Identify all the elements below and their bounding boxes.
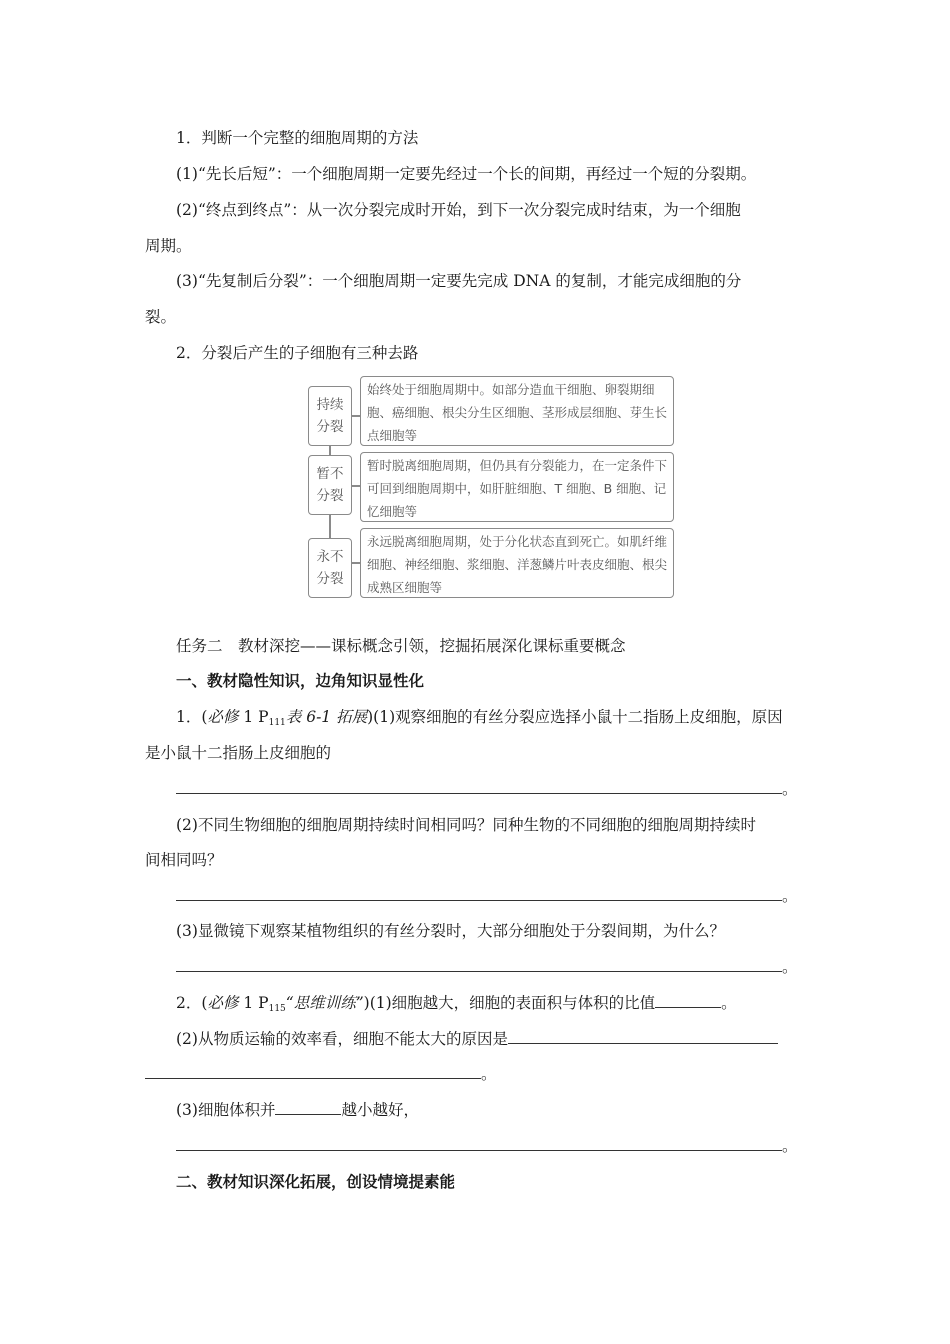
daughter-cell-fate-diagram	[308, 372, 674, 598]
answer-line-q1-3[interactable]: 。	[176, 957, 798, 977]
question-2-3: (3)细胞体积并 越小越好，	[176, 1101, 419, 1119]
answer-line-q1-1[interactable]: 。	[176, 779, 798, 799]
question-1-line: 1．(必修 1 $P_{111}$表 6-1 拓展)(1)观察细胞的有丝分裂应选择小鼠十二指肠上皮细胞，原因	[176, 708, 783, 728]
node-connector	[352, 562, 360, 564]
question-1-3: (3)显微镜下观察某植物组织的有丝分裂时，大部分细胞处于分裂间期，为什么？	[176, 922, 725, 940]
paragraph-long-then-short: (1)“先长后短”：一个细胞周期一定要先经过一个长的间期，再经过一个短的分裂期。	[176, 165, 757, 183]
node-connector	[352, 415, 360, 417]
paragraph-replicate-first-b: 裂。	[145, 308, 177, 326]
paragraph-replicate-first-a: (3)“先复制后分裂”：一个细胞周期一定要先完成 DNA 的复制，才能完成细胞的分	[176, 272, 742, 290]
question-1-continuation: 是小鼠十二指肠上皮细胞的	[145, 744, 332, 762]
heading-knowledge-extension: 二、教材知识深化拓展，创设情境提素能	[176, 1172, 456, 1191]
question-1-2b: 间相同吗？	[145, 851, 223, 869]
desc-temporary-nondivision: 暂时脱离细胞周期，但仍具有分裂能力，在一定条件下可回到细胞周期中，如肝脏细胞、T 细胞、B 细胞、记忆细胞等	[360, 452, 674, 522]
section-title-cell-cycle-method: 1．判断一个完整的细胞周期的方法	[176, 129, 419, 147]
task-two-title: 任务二 教材深挖——课标概念引领，挖掘拓展深化课标重要概念	[176, 637, 626, 655]
node-continuous-division: 持续 分裂	[308, 386, 352, 446]
answer-line-q2-2[interactable]: 。	[145, 1064, 497, 1084]
heading-hidden-knowledge: 一、教材隐性知识，边角知识显性化	[176, 671, 425, 690]
desc-permanent-nondivision: 永远脱离细胞周期，处于分化状态直到死亡。如肌纤维细胞、神经细胞、浆细胞、洋葱鳞片叶表皮细胞、根尖成熟区细胞等	[360, 528, 674, 598]
answer-line-q1-2[interactable]: 。	[176, 886, 798, 906]
answer-blank[interactable]	[508, 1029, 778, 1044]
answer-blank[interactable]	[176, 1136, 782, 1151]
desc-continuous-division: 始终处于细胞周期中。如部分造血干细胞、卵裂期细胞、癌细胞、根尖分生区细胞、茎形成层细胞、芽生长点细胞等	[360, 376, 674, 446]
node-permanent-nondivision: 永不 分裂	[308, 538, 352, 598]
answer-blank[interactable]	[176, 779, 782, 794]
question-2-line: 2．(必修 1 $P_{115}“$思维训练”)(1)细胞越大，细胞的表面积与体积的比值 。	[176, 994, 737, 1014]
paragraph-endpoint-b: 周期。	[145, 237, 192, 255]
answer-blank[interactable]	[145, 1064, 481, 1079]
answer-blank[interactable]	[176, 957, 782, 972]
paragraph-endpoint-a: (2)“终点到终点”：从一次分裂完成时开始，到下一次分裂完成时结束，为一个细胞	[176, 201, 741, 219]
node-connector	[352, 485, 360, 487]
answer-blank[interactable]	[275, 1100, 341, 1115]
section-title-daughter-cells: 2．分裂后产生的子细胞有三种去路	[176, 344, 419, 362]
question-2-2: (2)从物质运输的效率看，细胞不能太大的原因是	[176, 1029, 778, 1049]
node-temporary-nondivision: 暂不 分裂	[308, 455, 352, 515]
answer-line-q2-3[interactable]: 。	[176, 1136, 798, 1156]
answer-blank[interactable]	[655, 993, 721, 1008]
answer-blank[interactable]	[176, 886, 782, 901]
question-1-2a: (2)不同生物细胞的细胞周期持续时间相同吗？同种生物的不同细胞的细胞周期持续时	[176, 816, 756, 834]
